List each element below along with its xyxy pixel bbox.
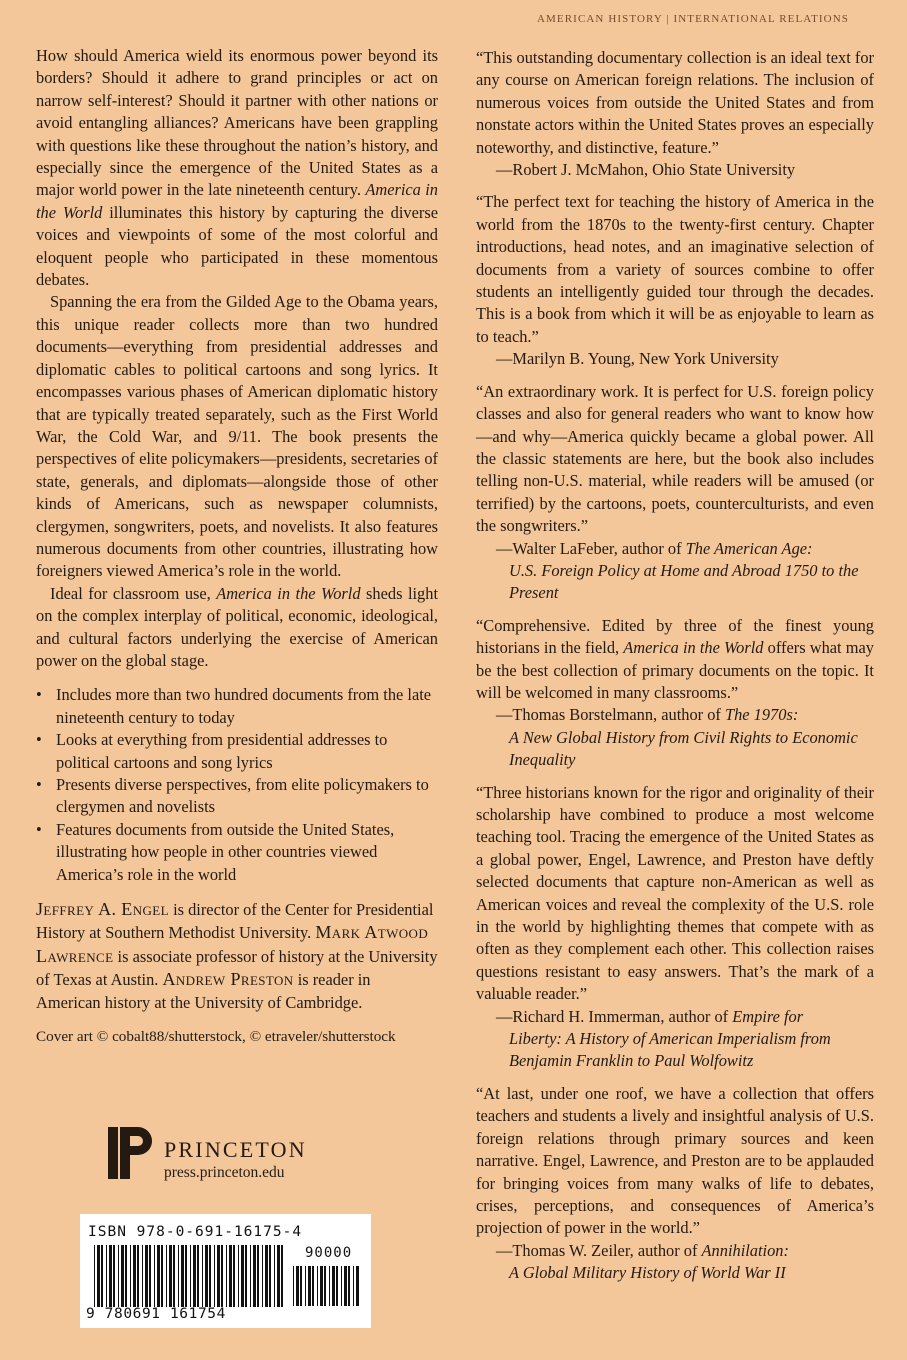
barcode-bar	[214, 1245, 215, 1307]
feature-list	[36, 684, 438, 886]
barcode-bar	[356, 1266, 359, 1306]
barcode-bar	[166, 1245, 167, 1307]
barcode-bar	[262, 1245, 263, 1307]
barcode-bar	[137, 1245, 139, 1307]
barcode-bar	[142, 1245, 143, 1307]
barcode-bar	[320, 1266, 323, 1306]
barcode-bar	[173, 1245, 175, 1307]
review-quote: “At last, under one roof, we have a collection that offers teachers and students a lively and insightful analysis of U.S. foreign relations through primary sources and keen narrative. Engel, Lawrence, and Preston are to be applauded for bringing voices from many walks of life to debates, crises, perceptions, and consequences of America’s projection of power in the world.” —Thomas W. Zeiler, author of Annihilation: A Global Military History of World War II	[476, 1083, 874, 1285]
barcode-bar	[308, 1266, 311, 1306]
barcode-bar	[312, 1266, 314, 1306]
barcode-bar	[317, 1266, 318, 1306]
barcode-bar	[305, 1266, 306, 1306]
price-barcode	[293, 1266, 361, 1306]
review-attribution: —Robert J. McMahon, Ohio State University	[496, 160, 796, 180]
barcode-bar	[202, 1245, 203, 1307]
barcode-bar	[238, 1245, 239, 1307]
barcode-bar	[178, 1245, 179, 1307]
isbn-barcode	[94, 1245, 286, 1307]
barcode-bar	[348, 1266, 350, 1306]
barcode-bar	[97, 1245, 100, 1307]
isbn-number: ISBN 978-0-691-16175-4	[88, 1224, 303, 1240]
intro-paragraph: How should America wield its enormous power beyond its borders? Should it adhere to grand principles or act on narrow self-interest? Should it partner with other nations or avoid entangling alliances? Americans have been grappling with questions like these throughout the nation’s history, and especially since the emergence of the United States as a major world power in the late nineteenth century. America in the World illuminates this history by capturing the diverse voices and viewpoints of some of the most colorful and eloquent people who participated in these momentous debates.	[36, 46, 438, 290]
barcode-bar	[193, 1245, 196, 1307]
right-column	[476, 47, 874, 1295]
review-attribution: —Richard H. Immerman, author of Empire for	[496, 1006, 804, 1026]
review-attribution: —Thomas W. Zeiler, author of Annihilation:	[496, 1240, 789, 1260]
barcode-bar	[157, 1245, 160, 1307]
barcode-bar	[245, 1245, 247, 1307]
review-attribution: —Thomas Borstelmann, author of The 1970s:	[496, 705, 799, 725]
review-book-title: U.S. Foreign Policy at Home and Abroad 1750 to the Present	[509, 560, 859, 603]
barcode-bar	[205, 1245, 208, 1307]
barcode-bar	[300, 1266, 302, 1306]
review-attribution: —Walter LaFeber, author of The American Age:	[496, 538, 813, 558]
barcode-bar	[130, 1245, 131, 1307]
left-column	[36, 45, 438, 1048]
princeton-p-icon	[108, 1127, 152, 1179]
barcode-bar	[118, 1245, 119, 1307]
classroom-paragraph: Ideal for classroom use, America in the World sheds light on the complex interplay of political, economic, ideological, and cultural factors underlying the exercise of American power on the global stage.	[36, 583, 438, 670]
barcode-bar	[226, 1245, 227, 1307]
cover-credit: Cover art © cobalt88/shutterstock, © etraveler/shutterstock	[36, 1028, 396, 1046]
barcode-bar	[149, 1245, 151, 1307]
barcode-bar	[353, 1266, 354, 1306]
barcode-bar	[113, 1245, 115, 1307]
barcode-bar	[265, 1245, 268, 1307]
barcode-bar	[221, 1245, 223, 1307]
barcode-bar	[293, 1266, 294, 1306]
barcode-bar	[257, 1245, 259, 1307]
barcode-bar	[161, 1245, 163, 1307]
barcode-bar	[241, 1245, 244, 1307]
barcode-bar	[229, 1245, 232, 1307]
scope-paragraph: Spanning the era from the Gilded Age to the Obama years, this unique reader collects more than two hundred documents—everything from presidential addresses and diplomatic cables to political cartoons and song lyrics. It encompasses various phases of American diplomatic history that are typically treated separately, such as the First World War, the Cold War, and 9/11. The book presents the perspectives of elite policymakers—presidents, secretaries of state, generals, and diplomats—alongside those of other kinds of Americans, such as newspaper columnists, clergymen, songwriters, poets, and novelists. It also features numerous documents from other countries, illustrating how foreigners viewed America’s role in the world.	[36, 292, 438, 581]
barcode-bar	[277, 1245, 280, 1307]
barcode-digits: 9 780691 161754	[86, 1306, 226, 1322]
barcode-bar	[281, 1245, 283, 1307]
list-item: • Looks at everything from presidential addresses to political cartoons and song lyrics	[36, 729, 438, 774]
barcode-bar	[296, 1266, 299, 1306]
list-item: • Presents diverse perspectives, from elite policymakers to clergymen and novelists	[36, 774, 438, 819]
barcode-bar	[209, 1245, 211, 1307]
barcode-bar	[109, 1245, 112, 1307]
price-code: 90000	[305, 1245, 353, 1261]
barcode-bar	[324, 1266, 326, 1306]
list-item: • Features documents from outside the United States, illustrating how people in other countries viewed America’s role in the world	[36, 819, 438, 886]
author-bios	[36, 898, 438, 1014]
barcode-bar	[197, 1245, 199, 1307]
barcode-area	[80, 1214, 371, 1328]
category-label: AMERICAN HISTORY | INTERNATIONAL RELATIONS	[537, 13, 849, 25]
publisher-name: PRINCETON	[164, 1137, 307, 1162]
barcode-bar	[106, 1245, 107, 1307]
barcode-bar	[190, 1245, 191, 1307]
barcode-bar	[185, 1245, 187, 1307]
barcode-bar	[250, 1245, 251, 1307]
barcode-bar	[344, 1266, 347, 1306]
barcode-bar	[181, 1245, 184, 1307]
barcode-bar	[336, 1266, 338, 1306]
barcode-bar	[133, 1245, 136, 1307]
list-item: • Includes more than two hundred documents from the late nineteenth century to today	[36, 684, 438, 729]
barcode-bar	[169, 1245, 172, 1307]
barcode-bar	[94, 1245, 95, 1307]
barcode-bar	[145, 1245, 148, 1307]
barcode-bar	[233, 1245, 235, 1307]
barcode-bar	[217, 1245, 220, 1307]
review-book-title: A Global Military History of World War II	[509, 1263, 786, 1283]
publisher-url[interactable]: press.princeton.edu	[164, 1164, 285, 1181]
barcode-bar	[154, 1245, 155, 1307]
review-quote: “The perfect text for teaching the history of America in the world from the 1870s to the twenty-first century. Chapter introductions, head notes, and an imaginative selection of documents from a variety of sources combine to offer students an intelligently guided tour through the decades. This is a book from which it will be as enjoyable to learn as to teach.” —Marilyn B. Young, New York University	[476, 191, 874, 370]
review-quote: “An extraordinary work. It is perfect for U.S. foreign policy classes and also for general readers who want to know how—and why—America quickly became a global power. All the classic statements are here, but the book also includes telling non-U.S. material, while readers will be amused (or terrified) by the cartoons, poets, counterculturists, and even the songwriters.” —Walter LaFeber, author of The American Age: U.S. Foreign Policy at Home and Abroad 1750 to the Present	[476, 381, 874, 605]
barcode-bar	[101, 1245, 103, 1307]
barcode-bar	[269, 1245, 271, 1307]
barcode-bar	[253, 1245, 256, 1307]
barcode-bar	[274, 1245, 275, 1307]
barcode-bar	[329, 1266, 330, 1306]
review-quote: “Three historians known for the rigor and originality of their scholarship have combined to produce a most welcome teaching tool. Tracing the emergence of the United States as a global power, Engel, Lawrence, and Preston have deftly selected documents that capture non-American as well as American voices and reveal the complexity of the U.S. role in the world by highlighting themes that compete with as often as they complement each other. This collection raises questions resistant to easy answers. That’s the mark of a valuable reader.” —Richard H. Immerman, author of Empire for Liberty: A History of American Imperialism from Benjamin Franklin to Paul Wolfowitz	[476, 782, 874, 1073]
barcode-bar	[121, 1245, 124, 1307]
review-attribution: —Marilyn B. Young, New York University	[496, 349, 779, 369]
review-quote: “This outstanding documentary collection is an ideal text for any course on American foreign relations. The inclusion of numerous voices from outside the United States and from nonstate actors within the United States proves an especially noteworthy, and distinctive, feature.” —Robert J. McMahon, Ohio State University	[476, 47, 874, 181]
review-book-title: Liberty: A History of American Imperialism from Benjamin Franklin to Paul Wolfowitz	[509, 1029, 831, 1071]
review-book-title: A New Global History from Civil Rights to Economic Inequality	[509, 727, 858, 770]
publisher-logo	[108, 1127, 368, 1187]
barcode-bar	[125, 1245, 127, 1307]
barcode-bar	[332, 1266, 335, 1306]
author-bio: Jeffrey A. Engel is director of the Center for Presidential History at Southern Methodist University. Mark Atwood Lawrence is associate professor of history at the University of Texas at Austin. Andrew Preston is reader in American history at the University of Cambridge.	[36, 899, 438, 1012]
barcode-bar	[341, 1266, 342, 1306]
review-quote: “Comprehensive. Edited by three of the finest young historians in the field, America in the World offers what may be the best collection of primary documents on the topic. It will be welcomed in many classrooms.” —Thomas Borstelmann, author of The 1970s: A New Global History from Civil Rights to Economic Inequality	[476, 615, 874, 772]
